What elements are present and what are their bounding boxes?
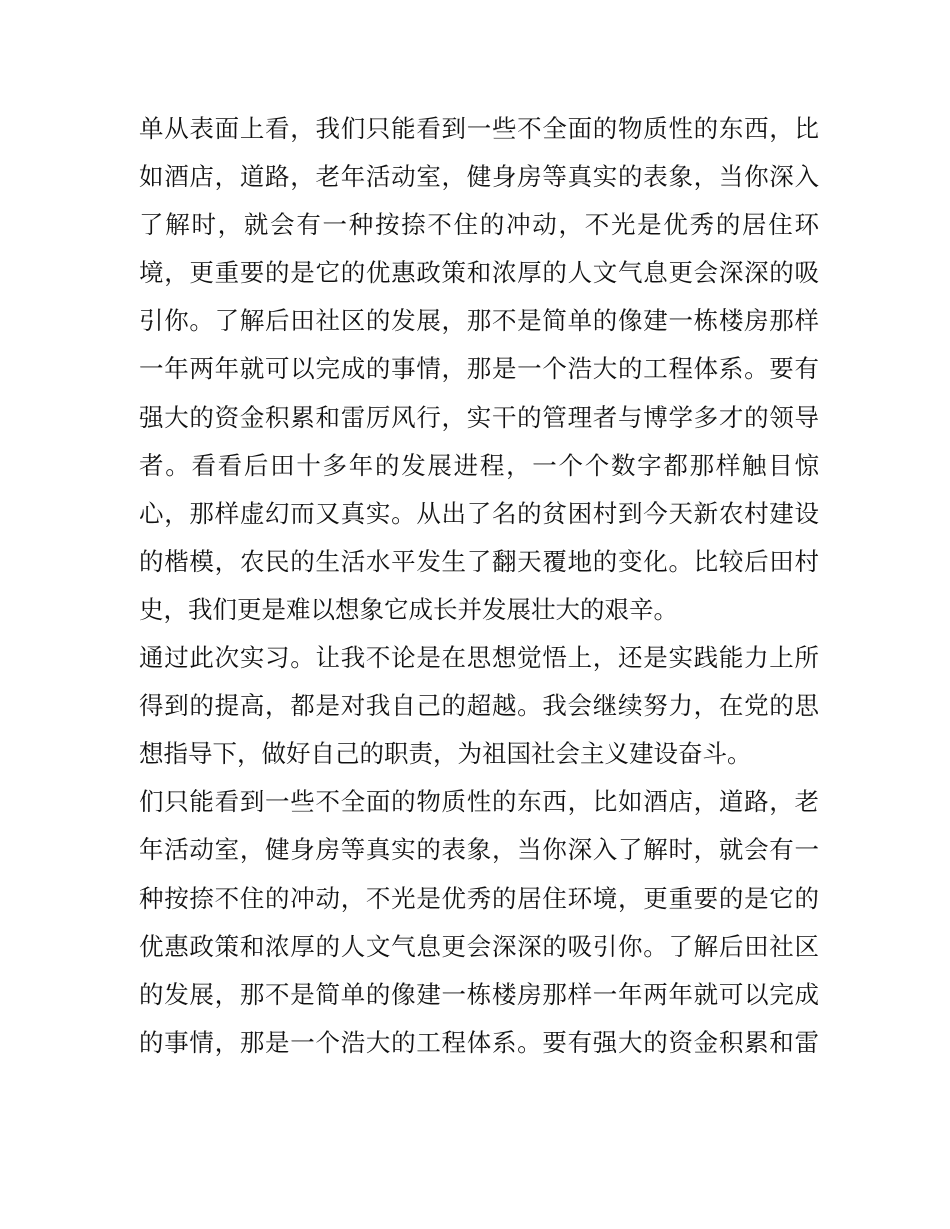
text-line: 单从表面上看，我们只能看到一些不全面的物质性的东西，比 [139, 114, 819, 143]
text-line: 们只能看到一些不全面的物质性的东西，比如酒店，道路，老 [139, 787, 819, 817]
body-text [139, 105, 819, 1067]
text-line: 通过此次实习。让我不论是在思想觉悟上，还是实践能力上所 [139, 643, 819, 673]
text-line: 想指导下，做好自己的职责，为祖国社会主义建设奋斗。 [139, 739, 752, 769]
text-line: 强大的资金积累和雷厉风行，实干的管理者与博学多才的领导 [139, 402, 819, 432]
text-line: 引你。了解后田社区的发展，那不是简单的像建一栋楼房那样 [139, 306, 819, 336]
text-line: 得到的提高，都是对我自己的超越。我会继续努力，在党的思 [139, 691, 819, 721]
paragraph-1 [139, 105, 819, 634]
text-line: 了解时，就会有一种按捺不住的冲动，不光是优秀的居住环 [139, 210, 819, 240]
paragraph-3 [139, 778, 819, 1067]
text-line: 心，那样虚幻而又真实。从出了名的贫困村到今天新农村建设 [139, 498, 819, 528]
text-line: 优惠政策和浓厚的人文气息更会深深的吸引你。了解后田社区 [139, 931, 819, 961]
text-line: 年活动室，健身房等真实的表象，当你深入了解时，就会有一 [139, 835, 819, 865]
text-line: 史，我们更是难以想象它成长并发展壮大的艰辛。 [139, 594, 678, 624]
text-line: 的发展，那不是简单的像建一栋楼房那样一年两年就可以完成 [139, 979, 819, 1009]
text-line: 者。看看后田十多年的发展进程，一个个数字都那样触目惊 [139, 450, 819, 480]
text-line: 的事情，那是一个浩大的工程体系。要有强大的资金积累和雷 [139, 1027, 819, 1057]
text-line: 一年两年就可以完成的事情，那是一个浩大的工程体系。要有 [139, 354, 819, 384]
text-line: 种按捺不住的冲动，不光是优秀的居住环境，更重要的是它的 [139, 883, 819, 913]
text-line: 如酒店，道路，老年活动室，健身房等真实的表象，当你深入 [139, 162, 819, 192]
paragraph-2 [139, 634, 819, 778]
text-line: 的楷模，农民的生活水平发生了翻天覆地的变化。比较后田村 [139, 546, 819, 576]
text-line: 境，更重要的是它的优惠政策和浓厚的人文气息更会深深的吸 [139, 258, 819, 288]
